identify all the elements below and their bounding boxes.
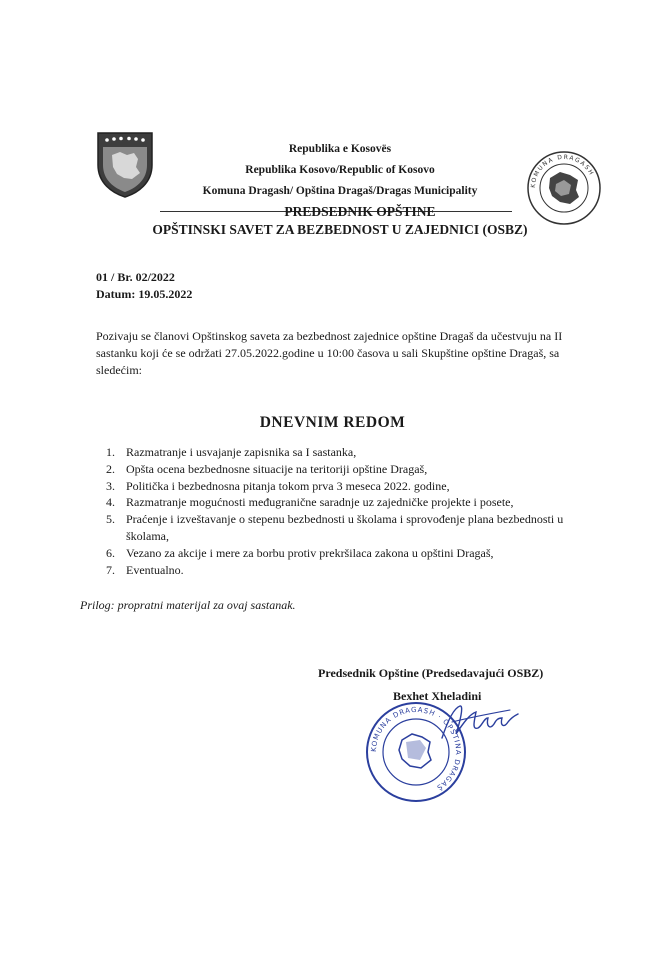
agenda-list bbox=[106, 444, 566, 578]
intro-paragraph: Pozivaju se članovi Opštinskog saveta za bezbednost zajednice opštine Dragaš da učestvuju na II sastanku koji će se održati 27.05.2022.godine u 10:00 časova u sali Skupštine opštine Dragaš, sa sledećim: bbox=[96, 329, 563, 377]
agenda-item-text: Praćenje i izveštavanje o stepenu bezbednosti u školama i sprovođenje plana bezbednosti u školama, bbox=[126, 512, 564, 543]
signatory-name: Bexhet Xheladini bbox=[393, 689, 482, 703]
document-title bbox=[110, 203, 570, 239]
stamp-ring-text: KOMUNA DRAGASH · OPŠTINA DRAGAŠ bbox=[369, 705, 463, 792]
reference-block bbox=[96, 269, 192, 303]
reference-date: Datum: 19.05.2022 bbox=[96, 287, 193, 301]
agenda-item-number: 1. bbox=[106, 445, 115, 459]
agenda-item-text: Razmatranje mogućnosti međugranične saradnje uz zajedničke projekte i posete, bbox=[126, 495, 514, 510]
letterhead-line-1: Republika e Kosovës bbox=[288, 143, 392, 155]
agenda-item-text: Opšta ocena bezbednosne situacije na teritoriji opštine Dragaš, bbox=[126, 461, 428, 476]
agenda-item-number: 4. bbox=[106, 495, 115, 510]
list-item bbox=[106, 511, 566, 545]
agenda-item-number: 3. bbox=[106, 478, 115, 493]
agenda-heading: DNEVNIM REDOM bbox=[259, 414, 406, 431]
agenda-item-text: Eventualno. bbox=[126, 562, 184, 577]
agenda-item-text: Razmatranje i usvajanje zapisnika sa I sastanka, bbox=[126, 445, 357, 459]
letterhead bbox=[160, 139, 520, 202]
signatory-role: Predsednik Opštine (Predsedavajući OSBZ) bbox=[318, 666, 544, 680]
attachment-note: Prilog: propratni materijal za ovaj sastanak. bbox=[80, 598, 296, 612]
list-item bbox=[106, 444, 566, 461]
list-item bbox=[106, 478, 566, 495]
agenda-item-number: 7. bbox=[106, 562, 115, 577]
kosovo-coat-of-arms-icon bbox=[96, 131, 154, 199]
list-item bbox=[106, 461, 566, 478]
agenda-item-text: Vezano za akcije i mere za borbu protiv prekršilaca zakona u opštini Dragaš, bbox=[126, 545, 494, 560]
list-item bbox=[106, 494, 566, 511]
list-item bbox=[106, 562, 566, 579]
letterhead-line-3: Komuna Dragash/ Opština Dragaš/Dragas Municipality bbox=[202, 185, 478, 197]
title-line-1: PREDSEDNIK OPŠTINE bbox=[284, 204, 436, 219]
agenda-item-number: 6. bbox=[106, 545, 115, 560]
agenda-item-number: 2. bbox=[106, 461, 115, 476]
list-item bbox=[106, 545, 566, 562]
agenda-item-text: Politička i bezbednosna pitanja tokom prva 3 meseca 2022. godine, bbox=[126, 478, 450, 493]
handwritten-signature bbox=[438, 700, 522, 746]
title-line-2: OPŠTINSKI SAVET ZA BEZBEDNOST U ZAJEDNICI (OSBZ) bbox=[152, 222, 528, 237]
reference-number: 01 / Br. 02/2022 bbox=[96, 270, 175, 284]
agenda-item-number: 5. bbox=[106, 512, 115, 527]
letterhead-line-2: Republika Kosovo/Republic of Kosovo bbox=[245, 164, 435, 176]
seal-ring-text: KOMUNA DRAGASH bbox=[529, 153, 596, 189]
